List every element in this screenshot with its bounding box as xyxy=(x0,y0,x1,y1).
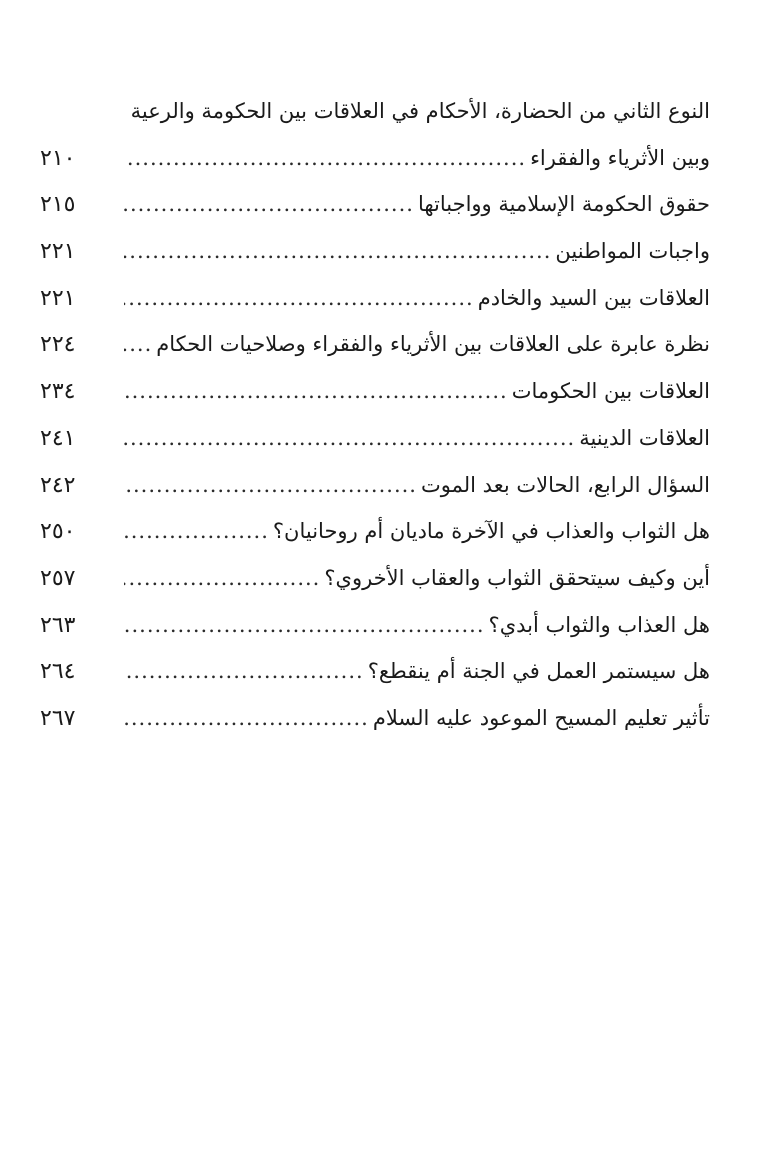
dot-leader xyxy=(124,462,417,509)
dot-leader xyxy=(124,602,485,649)
dot-leader xyxy=(124,415,575,462)
toc-entry xyxy=(40,555,710,602)
toc-entry xyxy=(40,181,710,228)
toc-entry-title: حقوق الحكومة الإسلامية وواجباتها xyxy=(417,192,710,217)
toc-entry-title: العلاقات الدينية xyxy=(579,425,710,450)
toc-entry xyxy=(40,695,710,742)
toc-page-number: ٢٦٣ xyxy=(40,612,76,638)
toc-page-number: ٢٦٤ xyxy=(40,659,76,685)
toc-page-number: ٢١٥ xyxy=(40,192,76,218)
toc-entry xyxy=(40,368,710,415)
toc-entry xyxy=(40,648,710,695)
dot-leader xyxy=(124,228,551,275)
toc-entry-title: هل الثواب والعذاب في الآخرة ماديان أم روحانيان؟ xyxy=(272,519,710,544)
toc-entry xyxy=(40,415,710,462)
toc-entry-title: السؤال الرابع، الحالات بعد الموت xyxy=(421,472,710,497)
toc-page-number: ٢٤٢ xyxy=(40,472,76,498)
dot-leader xyxy=(124,321,152,368)
dot-leader xyxy=(124,368,508,415)
toc-entry xyxy=(40,135,710,182)
toc-entry-title: نظرة عابرة على العلاقات بين الأثرياء والفقراء وصلاحيات الحكام xyxy=(156,332,710,357)
toc-entry-title: العلاقات بين الحكومات xyxy=(511,379,710,404)
toc-entry-title: هل العذاب والثواب أبدي؟ xyxy=(488,612,710,637)
toc-entry-title: هل سيستمر العمل في الجنة أم ينقطع؟ xyxy=(367,659,710,684)
toc-page-number: ٢٢١ xyxy=(40,285,76,311)
toc-page-number: ٢٦٧ xyxy=(40,705,76,731)
dot-leader xyxy=(124,695,369,742)
dot-leader xyxy=(124,275,474,322)
toc-entry-title: العلاقات بين السيد والخادم xyxy=(477,285,710,310)
toc-entry xyxy=(40,228,710,275)
toc-page-number: ٢٥٧ xyxy=(40,565,76,591)
dot-leader xyxy=(124,648,364,695)
toc-page-number: ٢١٠ xyxy=(40,145,76,171)
toc-page-number: ٢٥٠ xyxy=(40,519,76,545)
toc-entry xyxy=(40,462,710,509)
dot-leader xyxy=(124,181,414,228)
toc-entry xyxy=(40,602,710,649)
toc-entry-title: النوع الثاني من الحضارة، الأحكام في العلاقات بين الحكومة والرعية xyxy=(130,99,710,123)
toc-page-number: ٢٣٤ xyxy=(40,379,76,405)
toc-entry xyxy=(40,321,710,368)
toc-entry-title: أين وكيف سيتحقق الثواب والعقاب الأخروي؟ xyxy=(324,565,710,590)
dot-leader xyxy=(124,555,320,602)
toc-entry xyxy=(40,508,710,555)
toc-entry-title: واجبات المواطنين xyxy=(555,239,710,264)
table-of-contents xyxy=(40,88,710,742)
dot-leader xyxy=(124,135,526,182)
toc-entry xyxy=(40,275,710,322)
dot-leader xyxy=(124,508,269,555)
toc-entry-title: تأثير تعليم المسيح الموعود عليه السلام xyxy=(372,705,710,730)
toc-page-number: ٢٢١ xyxy=(40,239,76,265)
toc-page-number: ٢٤١ xyxy=(40,425,76,451)
toc-entry xyxy=(40,88,710,135)
toc-page-number: ٢٢٤ xyxy=(40,332,76,358)
toc-entry-title: وبين الأثرياء والفقراء xyxy=(530,145,710,170)
